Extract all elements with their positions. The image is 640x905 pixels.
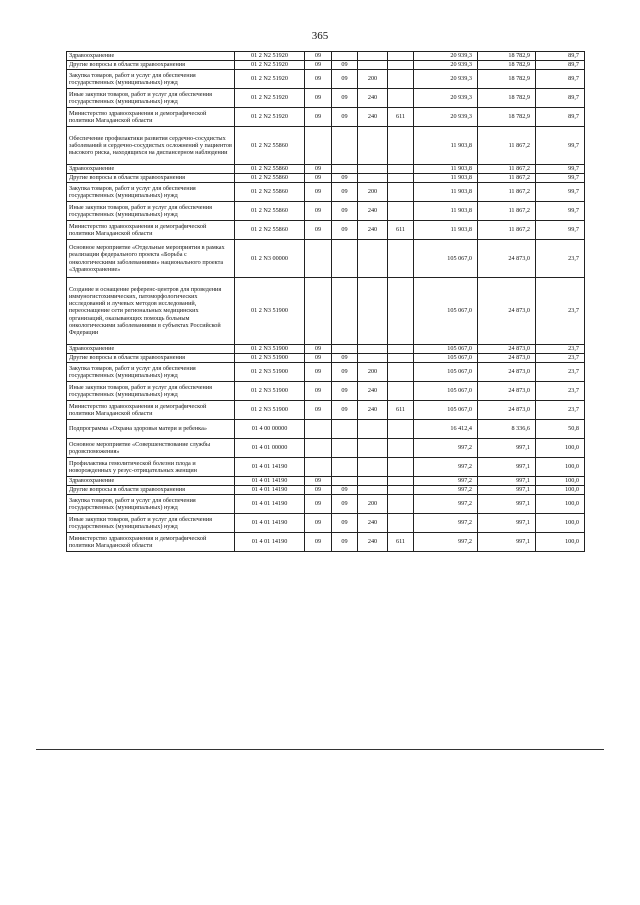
cell-vr <box>358 174 388 183</box>
cell-rz: 09 <box>305 514 332 533</box>
cell-plan: 997,2 <box>414 486 478 495</box>
cell-rz: 09 <box>305 183 332 202</box>
cell-vr: 200 <box>358 363 388 382</box>
cell-code: 01 2 N3 51900 <box>235 401 305 420</box>
cell-plan: 105 067,0 <box>414 382 478 401</box>
cell-vr <box>358 458 388 477</box>
cell-plan: 997,2 <box>414 533 478 552</box>
table-row <box>67 127 585 165</box>
cell-name: Основное мероприятие «Отдельные мероприятия в рамках реализации федерального проекта «Борьба с онкологическими заболеваниями» национального проекта «Здравоохранение» <box>67 240 235 278</box>
cell-grbs <box>388 486 414 495</box>
cell-pr: 09 <box>332 514 358 533</box>
cell-pct: 99,7 <box>536 183 585 202</box>
cell-grbs <box>388 477 414 486</box>
cell-pct: 89,7 <box>536 52 585 61</box>
cell-vr <box>358 127 388 165</box>
cell-grbs <box>388 183 414 202</box>
cell-name: Закупка товаров, работ и услуг для обеспечения государственных (муниципальных) нужд <box>67 183 235 202</box>
cell-pr <box>332 439 358 458</box>
cell-rz: 09 <box>305 221 332 240</box>
cell-name: Другие вопросы в области здравоохранения <box>67 61 235 70</box>
cell-rz <box>305 278 332 345</box>
cell-fact: 997,1 <box>478 495 536 514</box>
cell-fact: 11 867,2 <box>478 221 536 240</box>
cell-rz <box>305 240 332 278</box>
cell-pct: 100,0 <box>536 514 585 533</box>
cell-fact: 11 867,2 <box>478 202 536 221</box>
cell-code: 01 4 01 14190 <box>235 477 305 486</box>
cell-vr <box>358 240 388 278</box>
cell-vr: 200 <box>358 183 388 202</box>
cell-fact: 24 873,0 <box>478 363 536 382</box>
cell-code: 01 2 N3 51900 <box>235 345 305 354</box>
cell-name: Закупка товаров, работ и услуг для обеспечения государственных (муниципальных) нужд <box>67 70 235 89</box>
table-row <box>67 495 585 514</box>
table-row <box>67 486 585 495</box>
table-row <box>67 345 585 354</box>
cell-rz: 09 <box>305 382 332 401</box>
table-row <box>67 533 585 552</box>
cell-name: Здравоохранение <box>67 165 235 174</box>
cell-name: Иные закупки товаров, работ и услуг для обеспечения государственных (муниципальных) нужд <box>67 514 235 533</box>
cell-fact: 24 873,0 <box>478 345 536 354</box>
cell-grbs <box>388 70 414 89</box>
cell-fact: 997,1 <box>478 458 536 477</box>
cell-vr <box>358 278 388 345</box>
table-row <box>67 89 585 108</box>
cell-code: 01 2 N2 51920 <box>235 108 305 127</box>
cell-name: Создание и оснащение референс-центров для проведения иммуногистохимических, патоморфологических исследований и лучевых методов исследований, переоснащение сети региональных медицинских организаций, оказывающих помощь больным онкологическими заболеваниями в субъектах Российской Федерации <box>67 278 235 345</box>
cell-vr: 240 <box>358 401 388 420</box>
cell-code: 01 2 N2 55860 <box>235 127 305 165</box>
cell-rz: 09 <box>305 486 332 495</box>
cell-plan: 20 939,3 <box>414 70 478 89</box>
table-row <box>67 240 585 278</box>
cell-vr: 200 <box>358 70 388 89</box>
table-row <box>67 183 585 202</box>
cell-code: 01 2 N2 51920 <box>235 89 305 108</box>
cell-pr: 09 <box>332 533 358 552</box>
cell-pr: 09 <box>332 221 358 240</box>
cell-fact: 18 782,9 <box>478 70 536 89</box>
cell-vr <box>358 61 388 70</box>
cell-vr <box>358 439 388 458</box>
table-row <box>67 382 585 401</box>
cell-plan: 11 903,8 <box>414 165 478 174</box>
cell-vr <box>358 52 388 61</box>
cell-code: 01 2 N3 51900 <box>235 278 305 345</box>
cell-vr: 240 <box>358 533 388 552</box>
table-row <box>67 61 585 70</box>
cell-code: 01 2 N3 00000 <box>235 240 305 278</box>
cell-pr <box>332 52 358 61</box>
cell-code: 01 2 N2 55860 <box>235 202 305 221</box>
cell-code: 01 4 01 14190 <box>235 458 305 477</box>
table-row <box>67 354 585 363</box>
cell-fact: 997,1 <box>478 439 536 458</box>
cell-grbs <box>388 127 414 165</box>
cell-pct: 89,7 <box>536 61 585 70</box>
cell-grbs <box>388 165 414 174</box>
cell-plan: 105 067,0 <box>414 240 478 278</box>
cell-pr <box>332 278 358 345</box>
cell-name: Другие вопросы в области здравоохранения <box>67 354 235 363</box>
cell-fact: 11 867,2 <box>478 174 536 183</box>
cell-code: 01 2 N2 55860 <box>235 221 305 240</box>
cell-pct: 50,8 <box>536 420 585 439</box>
cell-fact: 18 782,9 <box>478 61 536 70</box>
cell-grbs <box>388 240 414 278</box>
cell-pr <box>332 165 358 174</box>
cell-code: 01 2 N3 51900 <box>235 382 305 401</box>
cell-code: 01 2 N3 51900 <box>235 354 305 363</box>
cell-rz: 09 <box>305 533 332 552</box>
page-number: 365 <box>311 30 329 42</box>
budget-table <box>66 51 585 552</box>
cell-vr <box>358 486 388 495</box>
cell-name: Другие вопросы в области здравоохранения <box>67 174 235 183</box>
cell-pr <box>332 420 358 439</box>
cell-pct: 23,7 <box>536 354 585 363</box>
cell-grbs <box>388 61 414 70</box>
cell-grbs: 611 <box>388 401 414 420</box>
cell-pr <box>332 345 358 354</box>
cell-rz: 09 <box>305 401 332 420</box>
table-row <box>67 52 585 61</box>
cell-fact: 997,1 <box>478 514 536 533</box>
cell-vr: 240 <box>358 89 388 108</box>
table-row <box>67 477 585 486</box>
cell-grbs <box>388 345 414 354</box>
cell-pr: 09 <box>332 174 358 183</box>
cell-fact: 24 873,0 <box>478 382 536 401</box>
cell-pct: 99,7 <box>536 202 585 221</box>
table-row <box>67 514 585 533</box>
cell-vr: 240 <box>358 221 388 240</box>
cell-pr: 09 <box>332 363 358 382</box>
cell-grbs <box>388 278 414 345</box>
cell-pct: 89,7 <box>536 70 585 89</box>
cell-rz: 09 <box>305 363 332 382</box>
cell-pct: 99,7 <box>536 127 585 165</box>
cell-name: Профилактика гемолитической болезни плода и новорожденных у резус-отрицательных женщин <box>67 458 235 477</box>
cell-name: Министерство здравоохранения и демографической политики Магаданской области <box>67 401 235 420</box>
table-row <box>67 363 585 382</box>
cell-code: 01 2 N2 55860 <box>235 174 305 183</box>
cell-pct: 23,7 <box>536 345 585 354</box>
cell-fact: 18 782,9 <box>478 89 536 108</box>
cell-vr <box>358 477 388 486</box>
cell-pct: 100,0 <box>536 477 585 486</box>
cell-name: Министерство здравоохранения и демографической политики Магаданской области <box>67 108 235 127</box>
cell-plan: 11 903,8 <box>414 202 478 221</box>
cell-pr: 09 <box>332 183 358 202</box>
cell-name: Министерство здравоохранения и демографической политики Магаданской области <box>67 221 235 240</box>
cell-pr: 09 <box>332 89 358 108</box>
cell-pr: 09 <box>332 486 358 495</box>
cell-pct: 100,0 <box>536 495 585 514</box>
cell-plan: 11 903,8 <box>414 174 478 183</box>
cell-name: Закупка товаров, работ и услуг для обеспечения государственных (муниципальных) нужд <box>67 363 235 382</box>
cell-grbs <box>388 514 414 533</box>
cell-plan: 16 412,4 <box>414 420 478 439</box>
cell-pr <box>332 240 358 278</box>
table-row <box>67 165 585 174</box>
cell-pct: 100,0 <box>536 458 585 477</box>
cell-code: 01 4 01 00000 <box>235 439 305 458</box>
cell-rz <box>305 439 332 458</box>
cell-fact: 997,1 <box>478 486 536 495</box>
cell-fact: 997,1 <box>478 533 536 552</box>
cell-code: 01 2 N2 51920 <box>235 61 305 70</box>
cell-vr: 240 <box>358 108 388 127</box>
table-body <box>67 52 585 552</box>
cell-pr: 09 <box>332 61 358 70</box>
cell-rz: 09 <box>305 477 332 486</box>
cell-fact: 11 867,2 <box>478 183 536 202</box>
cell-name: Обеспечение профилактики развития сердечно-сосудистых заболеваний и сердечно-сосудистых осложнений у пациентов высокого риска, находящихся на диспансерном наблюдении <box>67 127 235 165</box>
cell-grbs <box>388 495 414 514</box>
cell-pct: 100,0 <box>536 439 585 458</box>
cell-pr: 09 <box>332 70 358 89</box>
cell-plan: 105 067,0 <box>414 401 478 420</box>
cell-grbs <box>388 52 414 61</box>
cell-code: 01 2 N2 51920 <box>235 70 305 89</box>
cell-name: Иные закупки товаров, работ и услуг для обеспечения государственных (муниципальных) нужд <box>67 382 235 401</box>
cell-grbs: 611 <box>388 108 414 127</box>
cell-fact: 11 867,2 <box>478 165 536 174</box>
cell-plan: 997,2 <box>414 439 478 458</box>
cell-pr: 09 <box>332 382 358 401</box>
cell-rz: 09 <box>305 345 332 354</box>
cell-fact: 18 782,9 <box>478 108 536 127</box>
cell-rz: 09 <box>305 174 332 183</box>
cell-rz: 09 <box>305 89 332 108</box>
cell-code: 01 2 N2 51920 <box>235 52 305 61</box>
cell-fact: 18 782,9 <box>478 52 536 61</box>
cell-rz: 09 <box>305 70 332 89</box>
cell-grbs <box>388 458 414 477</box>
cell-fact: 24 873,0 <box>478 401 536 420</box>
cell-grbs <box>388 89 414 108</box>
cell-pr <box>332 127 358 165</box>
cell-plan: 20 939,3 <box>414 52 478 61</box>
cell-rz: 09 <box>305 61 332 70</box>
cell-pct: 89,7 <box>536 108 585 127</box>
cell-pct: 23,7 <box>536 363 585 382</box>
cell-name: Другие вопросы в области здравоохранения <box>67 486 235 495</box>
bottom-rule <box>36 749 604 750</box>
cell-plan: 11 903,8 <box>414 221 478 240</box>
cell-code: 01 4 01 14190 <box>235 495 305 514</box>
cell-name: Здравоохранение <box>67 477 235 486</box>
cell-pr: 09 <box>332 202 358 221</box>
cell-name: Министерство здравоохранения и демографической политики Магаданской области <box>67 533 235 552</box>
cell-plan: 20 939,3 <box>414 61 478 70</box>
cell-grbs <box>388 420 414 439</box>
cell-grbs: 611 <box>388 533 414 552</box>
cell-name: Подпрограмма «Охрана здоровья матери и ребенка» <box>67 420 235 439</box>
cell-code: 01 4 00 00000 <box>235 420 305 439</box>
cell-vr: 240 <box>358 202 388 221</box>
cell-plan: 997,2 <box>414 458 478 477</box>
cell-grbs: 611 <box>388 221 414 240</box>
table-row <box>67 108 585 127</box>
cell-vr: 200 <box>358 495 388 514</box>
cell-grbs <box>388 354 414 363</box>
cell-pr: 09 <box>332 354 358 363</box>
cell-pct: 23,7 <box>536 240 585 278</box>
cell-pct: 99,7 <box>536 221 585 240</box>
table-row <box>67 278 585 345</box>
cell-grbs <box>388 202 414 221</box>
cell-rz <box>305 458 332 477</box>
cell-plan: 20 939,3 <box>414 89 478 108</box>
table-row <box>67 401 585 420</box>
cell-vr: 240 <box>358 382 388 401</box>
table-row <box>67 70 585 89</box>
cell-grbs <box>388 174 414 183</box>
cell-pr <box>332 458 358 477</box>
cell-fact: 24 873,0 <box>478 354 536 363</box>
cell-pct: 99,7 <box>536 174 585 183</box>
cell-plan: 11 903,8 <box>414 183 478 202</box>
cell-fact: 8 336,6 <box>478 420 536 439</box>
table-row <box>67 458 585 477</box>
cell-pct: 23,7 <box>536 382 585 401</box>
cell-grbs <box>388 439 414 458</box>
cell-name: Иные закупки товаров, работ и услуг для обеспечения государственных (муниципальных) нужд <box>67 89 235 108</box>
cell-vr: 240 <box>358 514 388 533</box>
cell-plan: 997,2 <box>414 514 478 533</box>
cell-plan: 105 067,0 <box>414 278 478 345</box>
cell-pct: 23,7 <box>536 278 585 345</box>
cell-grbs <box>388 382 414 401</box>
cell-plan: 105 067,0 <box>414 363 478 382</box>
cell-code: 01 2 N2 55860 <box>235 165 305 174</box>
cell-fact: 24 873,0 <box>478 278 536 345</box>
cell-name: Основное мероприятие «Совершенствование службы родовспоможения» <box>67 439 235 458</box>
cell-rz: 09 <box>305 52 332 61</box>
cell-name: Здравоохранение <box>67 345 235 354</box>
cell-vr <box>358 345 388 354</box>
cell-pct: 89,7 <box>536 89 585 108</box>
cell-pct: 23,7 <box>536 401 585 420</box>
cell-fact: 997,1 <box>478 477 536 486</box>
cell-pct: 100,0 <box>536 533 585 552</box>
cell-code: 01 4 01 14190 <box>235 533 305 552</box>
cell-code: 01 4 01 14190 <box>235 514 305 533</box>
cell-grbs <box>388 363 414 382</box>
cell-pct: 99,7 <box>536 165 585 174</box>
cell-pct: 100,0 <box>536 486 585 495</box>
cell-fact: 24 873,0 <box>478 240 536 278</box>
cell-plan: 997,2 <box>414 477 478 486</box>
cell-vr <box>358 354 388 363</box>
cell-plan: 11 903,8 <box>414 127 478 165</box>
cell-pr <box>332 477 358 486</box>
cell-rz <box>305 127 332 165</box>
cell-code: 01 4 01 14190 <box>235 486 305 495</box>
cell-plan: 105 067,0 <box>414 345 478 354</box>
cell-plan: 20 939,3 <box>414 108 478 127</box>
cell-pr: 09 <box>332 401 358 420</box>
cell-pr: 09 <box>332 495 358 514</box>
table-row <box>67 202 585 221</box>
cell-rz: 09 <box>305 495 332 514</box>
cell-name: Закупка товаров, работ и услуг для обеспечения государственных (муниципальных) нужд <box>67 495 235 514</box>
cell-vr <box>358 165 388 174</box>
table-row <box>67 174 585 183</box>
cell-pr: 09 <box>332 108 358 127</box>
cell-name: Иные закупки товаров, работ и услуг для обеспечения государственных (муниципальных) нужд <box>67 202 235 221</box>
cell-fact: 11 867,2 <box>478 127 536 165</box>
cell-rz: 09 <box>305 108 332 127</box>
cell-code: 01 2 N2 55860 <box>235 183 305 202</box>
cell-name: Здравоохранение <box>67 52 235 61</box>
table-row <box>67 439 585 458</box>
cell-rz: 09 <box>305 202 332 221</box>
cell-plan: 105 067,0 <box>414 354 478 363</box>
cell-code: 01 2 N3 51900 <box>235 363 305 382</box>
table-row <box>67 221 585 240</box>
cell-rz: 09 <box>305 165 332 174</box>
cell-rz: 09 <box>305 354 332 363</box>
table-row <box>67 420 585 439</box>
cell-plan: 997,2 <box>414 495 478 514</box>
cell-vr <box>358 420 388 439</box>
cell-rz <box>305 420 332 439</box>
